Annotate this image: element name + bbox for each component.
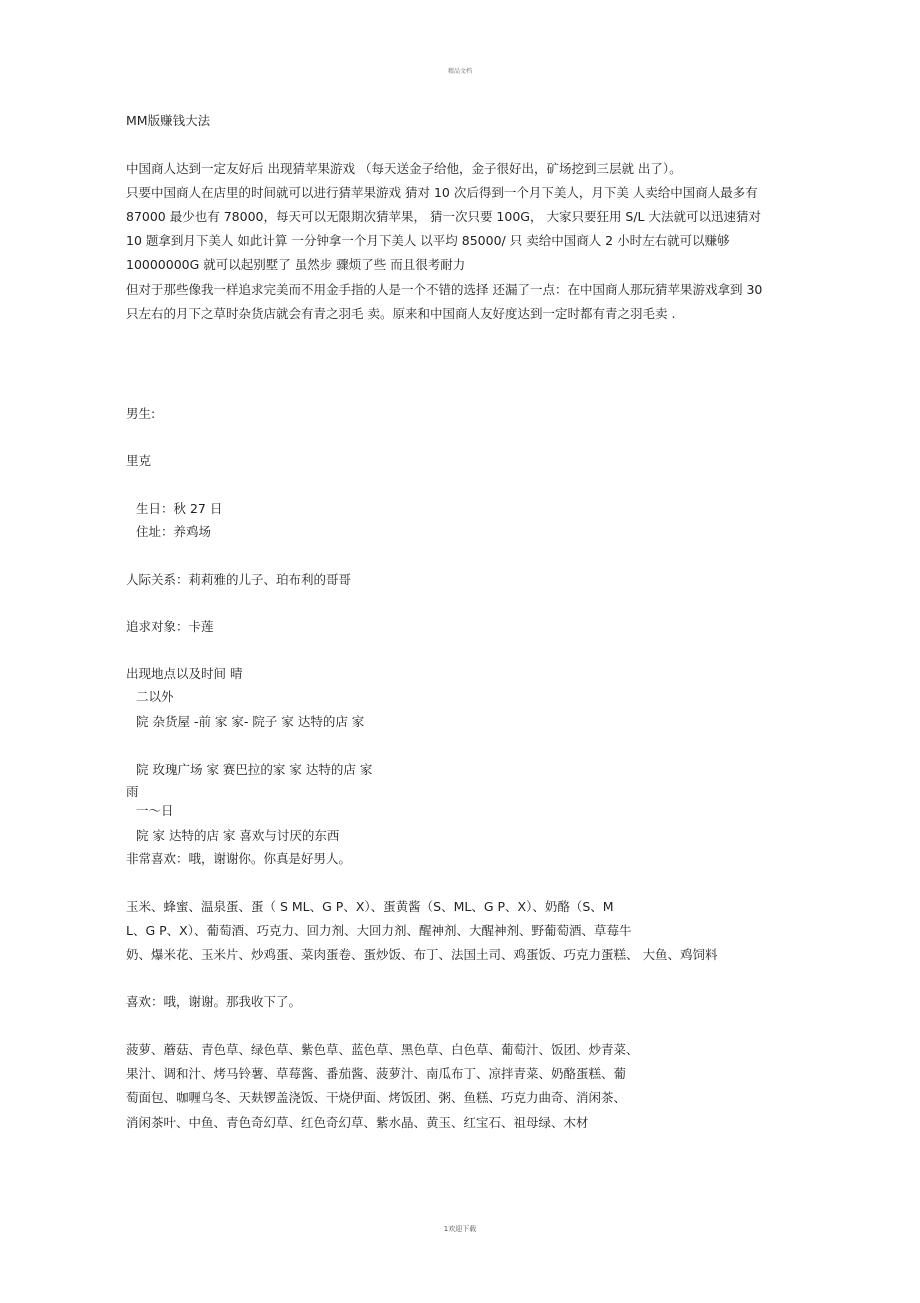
appear-line: 院 杂货屋 -前 家 家- 院子 家 达特的店 家 xyxy=(136,714,365,729)
document-title: MM版赚钱大法 xyxy=(126,113,211,128)
rain-line: 一～日 xyxy=(136,803,174,818)
rain-label: 雨 xyxy=(126,784,139,799)
love-item-line: 玉米、蜂蜜、温泉蛋、蛋（ S ML、G P、X）、蛋黄酱（S、ML、G P、X）、奶酪（S、M xyxy=(126,899,614,914)
intro-line: 只要中国商人在店里的时间就可以进行猜苹果游戏 猜对 10 次后得到一个月下美人，月下美 人卖给中国商人最多有 xyxy=(126,185,758,200)
birthday: 生日：秋 27 日 xyxy=(136,501,223,516)
section-heading: 男生: xyxy=(126,406,156,421)
intro-line: 10 题拿到月下美人 如此计算 一分钟拿一个月下美人 以平均 85000/ 只 卖给中国商人 2 小时左右就可以赚够 xyxy=(126,233,730,248)
love-item-line: L、G P、X）、葡萄酒、巧克力、回力剂、大回力剂、醒神剂、大醒神剂、野葡萄酒、草莓牛 xyxy=(126,923,632,938)
appear-line: 二以外 xyxy=(136,689,174,704)
intro-line: 10000000G 就可以起别墅了 虽然步 骤烦了些 而且很考耐力 xyxy=(126,257,466,272)
pursuit-target: 追求对象：卡莲 xyxy=(126,619,214,634)
appear-line: 院 玫瑰广场 家 赛巴拉的家 家 达特的店 家 xyxy=(136,762,373,777)
address: 住址：养鸡场 xyxy=(136,524,212,539)
intro-line: 但对于那些像我一样追求完美而不用金手指的人是一个不错的选择 还漏了一点：在中国商人那玩猜苹果游戏拿到 30 xyxy=(126,282,763,297)
rain-line: 院 家 达特的店 家 喜欢与讨厌的东西 xyxy=(136,828,340,843)
like-item-line: 菠萝、蘑菇、青色草、绿色草、紫色草、蓝色草、黑色草、白色草、葡萄汁、饭团、炒青菜、 xyxy=(126,1042,639,1057)
intro-line: 中国商人达到一定友好后 出现猜苹果游戏 （每天送金子给他，金子很好出，矿场挖到三层就 出了）。 xyxy=(126,161,682,176)
appear-title: 出现地点以及时间 晴 xyxy=(126,666,243,681)
character-name: 里克 xyxy=(126,453,152,468)
like-item-line: 消闲茶叶、中鱼、青色奇幻草、红色奇幻草、紫水晶、黄玉、红宝石、祖母绿、木材 xyxy=(126,1115,589,1130)
like-item-line: 萄面包、咖喱乌冬、天麸锣盖浇饭、干烧伊面、烤饭团、粥、鱼糕、巧克力曲奇、消闲茶、 xyxy=(126,1090,627,1105)
like-item-line: 果汁、调和汁、烤马铃薯、草莓酱、番茄酱、菠萝汁、南瓜布丁、凉拌青菜、奶酪蛋糕、葡 xyxy=(126,1066,627,1081)
intro-line: 87000 最少也有 78000，每天可以无限期次猜苹果， 猜一次只要 100G， 大家只要狂用 S/L 大法就可以迅速猜对 xyxy=(126,209,761,224)
love-title: 非常喜欢：哦，谢谢你。你真是好男人。 xyxy=(126,851,352,866)
page-footer: 1欢迎下载 xyxy=(443,1225,477,1233)
like-title: 喜欢：哦，谢谢。那我收下了。 xyxy=(126,994,302,1009)
relations: 人际关系：莉莉雅的儿子、珀布利的哥哥 xyxy=(126,572,352,587)
love-item-line: 奶、爆米花、玉米片、炒鸡蛋、菜肉蛋卷、蛋炒饭、布丁、法国土司、鸡蛋饭、巧克力蛋糕、 大鱼、鸡饲料 xyxy=(126,947,718,962)
intro-line: 只左右的月下之草时杂货店就会有青之羽毛 卖。原来和中国商人友好度达到一定时都有青之羽毛卖 . xyxy=(126,306,676,321)
page-header: 精品文档 xyxy=(447,68,472,75)
